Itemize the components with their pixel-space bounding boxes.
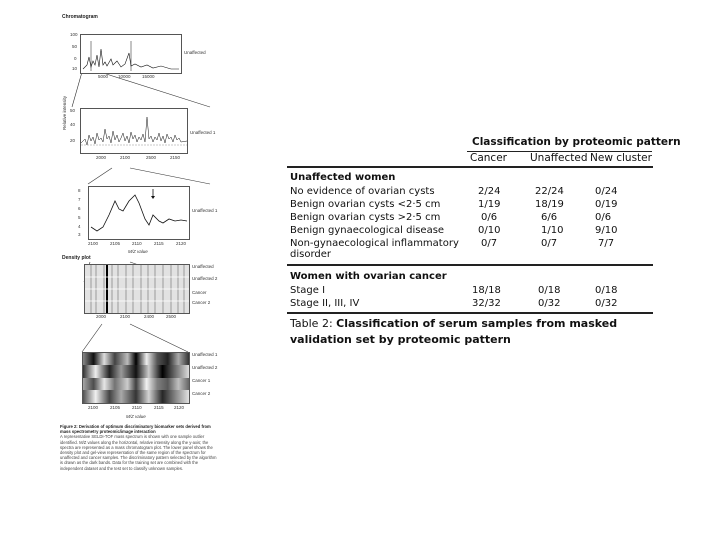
density-xtick-1: 2100 — [120, 314, 131, 319]
density-xtick-0: 2000 — [96, 314, 107, 319]
cell-cancer: 1/19 — [478, 199, 501, 210]
p3-xtick-4: 2120 — [176, 241, 187, 246]
chromatogram-trace — [81, 35, 181, 73]
p3-ytick-2: 6 — [78, 206, 81, 211]
p1-ytick-1: 50 — [72, 44, 78, 49]
cell-new-cluster: 0/32 — [595, 298, 618, 309]
row-label: Benign ovarian cysts >2·5 cm — [290, 212, 441, 223]
p3-side-label: Unaffected 1 — [192, 208, 218, 213]
spectrum-trace — [81, 109, 187, 153]
bottom-rule — [287, 312, 653, 314]
gel-heatmap — [83, 353, 189, 403]
top-rule — [287, 166, 653, 168]
row-label-continued: disorder — [290, 249, 332, 260]
p1-ytick-3: 10 — [72, 66, 78, 71]
cell-cancer: 18/18 — [472, 285, 501, 296]
cell-new-cluster: 0/24 — [595, 186, 618, 197]
p2-ytick-0: 50 — [70, 108, 76, 113]
p3-xtick-0: 2100 — [88, 241, 99, 246]
p2-ytick-1: 40 — [70, 122, 76, 127]
row-label: No evidence of ovarian cysts — [290, 186, 435, 197]
cell-unaffected: 18/19 — [535, 199, 564, 210]
cell-unaffected: 6/6 — [541, 212, 558, 223]
cell-unaffected: 0/18 — [538, 285, 561, 296]
p2-side-label: Unaffected 1 — [190, 130, 216, 135]
density-plot-panel — [84, 264, 190, 314]
density-side-label-0: Unaffected — [192, 264, 214, 269]
cell-unaffected: 0/32 — [538, 298, 561, 309]
cell-unaffected: 22/24 — [535, 186, 564, 197]
heatmap-side-label-1: Unaffected 2 — [192, 365, 218, 370]
p3-ytick-0: 8 — [78, 188, 81, 193]
row-label: Stage II, III, IV — [290, 298, 360, 309]
p2-ytick-2: 20 — [70, 138, 76, 143]
heatmap-xtick-0: 2100 — [88, 405, 99, 410]
heatmap-side-label-0: Unaffected 1 — [192, 352, 218, 357]
spectrum-panel — [80, 108, 188, 154]
cell-cancer: 0/7 — [481, 238, 498, 249]
p2-xtick-1: 2100 — [120, 155, 131, 160]
figure-caption-body: A representative SELDI-TOF mass spectrum is shown with one sample outlier identified. M/Z values along the horizontal, relative intensity along the y-axis; the spectra are represented as a mass chromatogram plot. The lower panel shows the density plot and gel-view representation of the same region of the spectrum for unaffected and cancer samples. The discriminatory pattern selected by the algorithm is drawn as the dark bands. Data for the training set are combined with the independent dataset and the test set to classify unknown samples. — [60, 434, 217, 471]
heatmap-xtick-3: 2115 — [154, 405, 164, 410]
p1-side-label: Unaffected — [184, 50, 206, 55]
column-header-unaffected: Unaffected — [530, 152, 588, 164]
column-header-new-cluster: New cluster — [590, 152, 652, 164]
cell-new-cluster: 7/7 — [598, 238, 615, 249]
p2-xtick-0: 2000 — [96, 155, 107, 160]
p2-xtick-2: 2500 — [146, 155, 157, 160]
section-title-unaffected: Unaffected women — [290, 172, 396, 183]
density-bands — [85, 265, 189, 313]
table-caption — [290, 316, 650, 348]
proteomic-figure — [60, 12, 220, 487]
mz-axis-label-2: M/Z value — [126, 414, 146, 419]
table-header-title: Classification by proteomic pattern — [472, 136, 681, 148]
p3-xtick-3: 2115 — [154, 241, 164, 246]
figure-caption — [60, 424, 220, 471]
density-xtick-3: 2500 — [166, 314, 177, 319]
cell-new-cluster: 9/10 — [595, 225, 618, 236]
p3-xtick-2: 2110 — [132, 241, 142, 246]
p3-ytick-4: 4 — [78, 224, 81, 229]
chromatogram-panel — [80, 34, 182, 74]
heatmap-side-label-3: Cancer 2 — [192, 391, 211, 396]
zoom-panel — [88, 186, 190, 240]
p2-y-axis-label: Relative intensity — [62, 95, 67, 130]
p1-ytick-2: 0 — [74, 56, 77, 61]
p1-xtick-0: 5000 — [98, 74, 109, 79]
p1-ytick-0: 100 — [70, 32, 78, 37]
row-label: Benign gynaecological disease — [290, 225, 445, 236]
heatmap-xtick-4: 2120 — [174, 405, 185, 410]
heatmap-xtick-2: 2110 — [132, 405, 142, 410]
row-label: Stage I — [290, 285, 326, 296]
cell-unaffected: 1/10 — [541, 225, 564, 236]
table-caption-title: Classification of serum samples from masked validation set by proteomic pattern — [290, 317, 618, 346]
p1-xtick-2: 15000 — [142, 74, 155, 79]
table-caption-prefix: Table 2: — [290, 317, 337, 330]
p3-ytick-5: 3 — [78, 232, 81, 237]
mz-axis-label: M/Z value — [128, 249, 148, 254]
chromatogram-label: Chromatogram — [62, 14, 98, 20]
p3-xtick-1: 2105 — [110, 241, 121, 246]
cell-new-cluster: 0/19 — [595, 199, 618, 210]
heatmap-side-label-2: Cancer 1 — [192, 378, 211, 383]
density-side-label-1: Unaffected 2 — [192, 276, 218, 281]
gel-heatmap-panel — [82, 352, 190, 404]
density-xtick-2: 2400 — [144, 314, 155, 319]
density-side-label-2: Cancer — [192, 290, 207, 295]
cell-new-cluster: 0/6 — [595, 212, 612, 223]
section-rule — [287, 264, 653, 266]
p2-xtick-3: 2150 — [170, 155, 181, 160]
cell-cancer: 2/24 — [478, 186, 501, 197]
cell-new-cluster: 0/18 — [595, 285, 618, 296]
section-title-ovarian-cancer: Women with ovarian cancer — [290, 271, 447, 282]
row-label: Non-gynaecological inflammatory — [290, 238, 459, 249]
row-label: Benign ovarian cysts <2·5 cm — [290, 199, 441, 210]
density-side-label-3: Cancer 2 — [192, 300, 211, 305]
cell-cancer: 0/6 — [481, 212, 498, 223]
heatmap-xtick-1: 2105 — [110, 405, 121, 410]
cell-cancer: 0/10 — [478, 225, 501, 236]
zoom-trace — [89, 187, 189, 239]
cell-cancer: 32/32 — [472, 298, 501, 309]
cell-unaffected: 0/7 — [541, 238, 558, 249]
column-header-cancer: Cancer — [470, 152, 507, 164]
p3-ytick-1: 7 — [78, 197, 81, 202]
p1-xtick-1: 10000 — [118, 74, 131, 79]
figure-caption-title: Figure 2: Derivation of optimum discriminatory biomarker sets derived from mass spectrometry proteomic/image interaction — [60, 424, 211, 435]
density-plot-label: Density plot — [62, 255, 91, 261]
p3-ytick-3: 5 — [78, 215, 81, 220]
